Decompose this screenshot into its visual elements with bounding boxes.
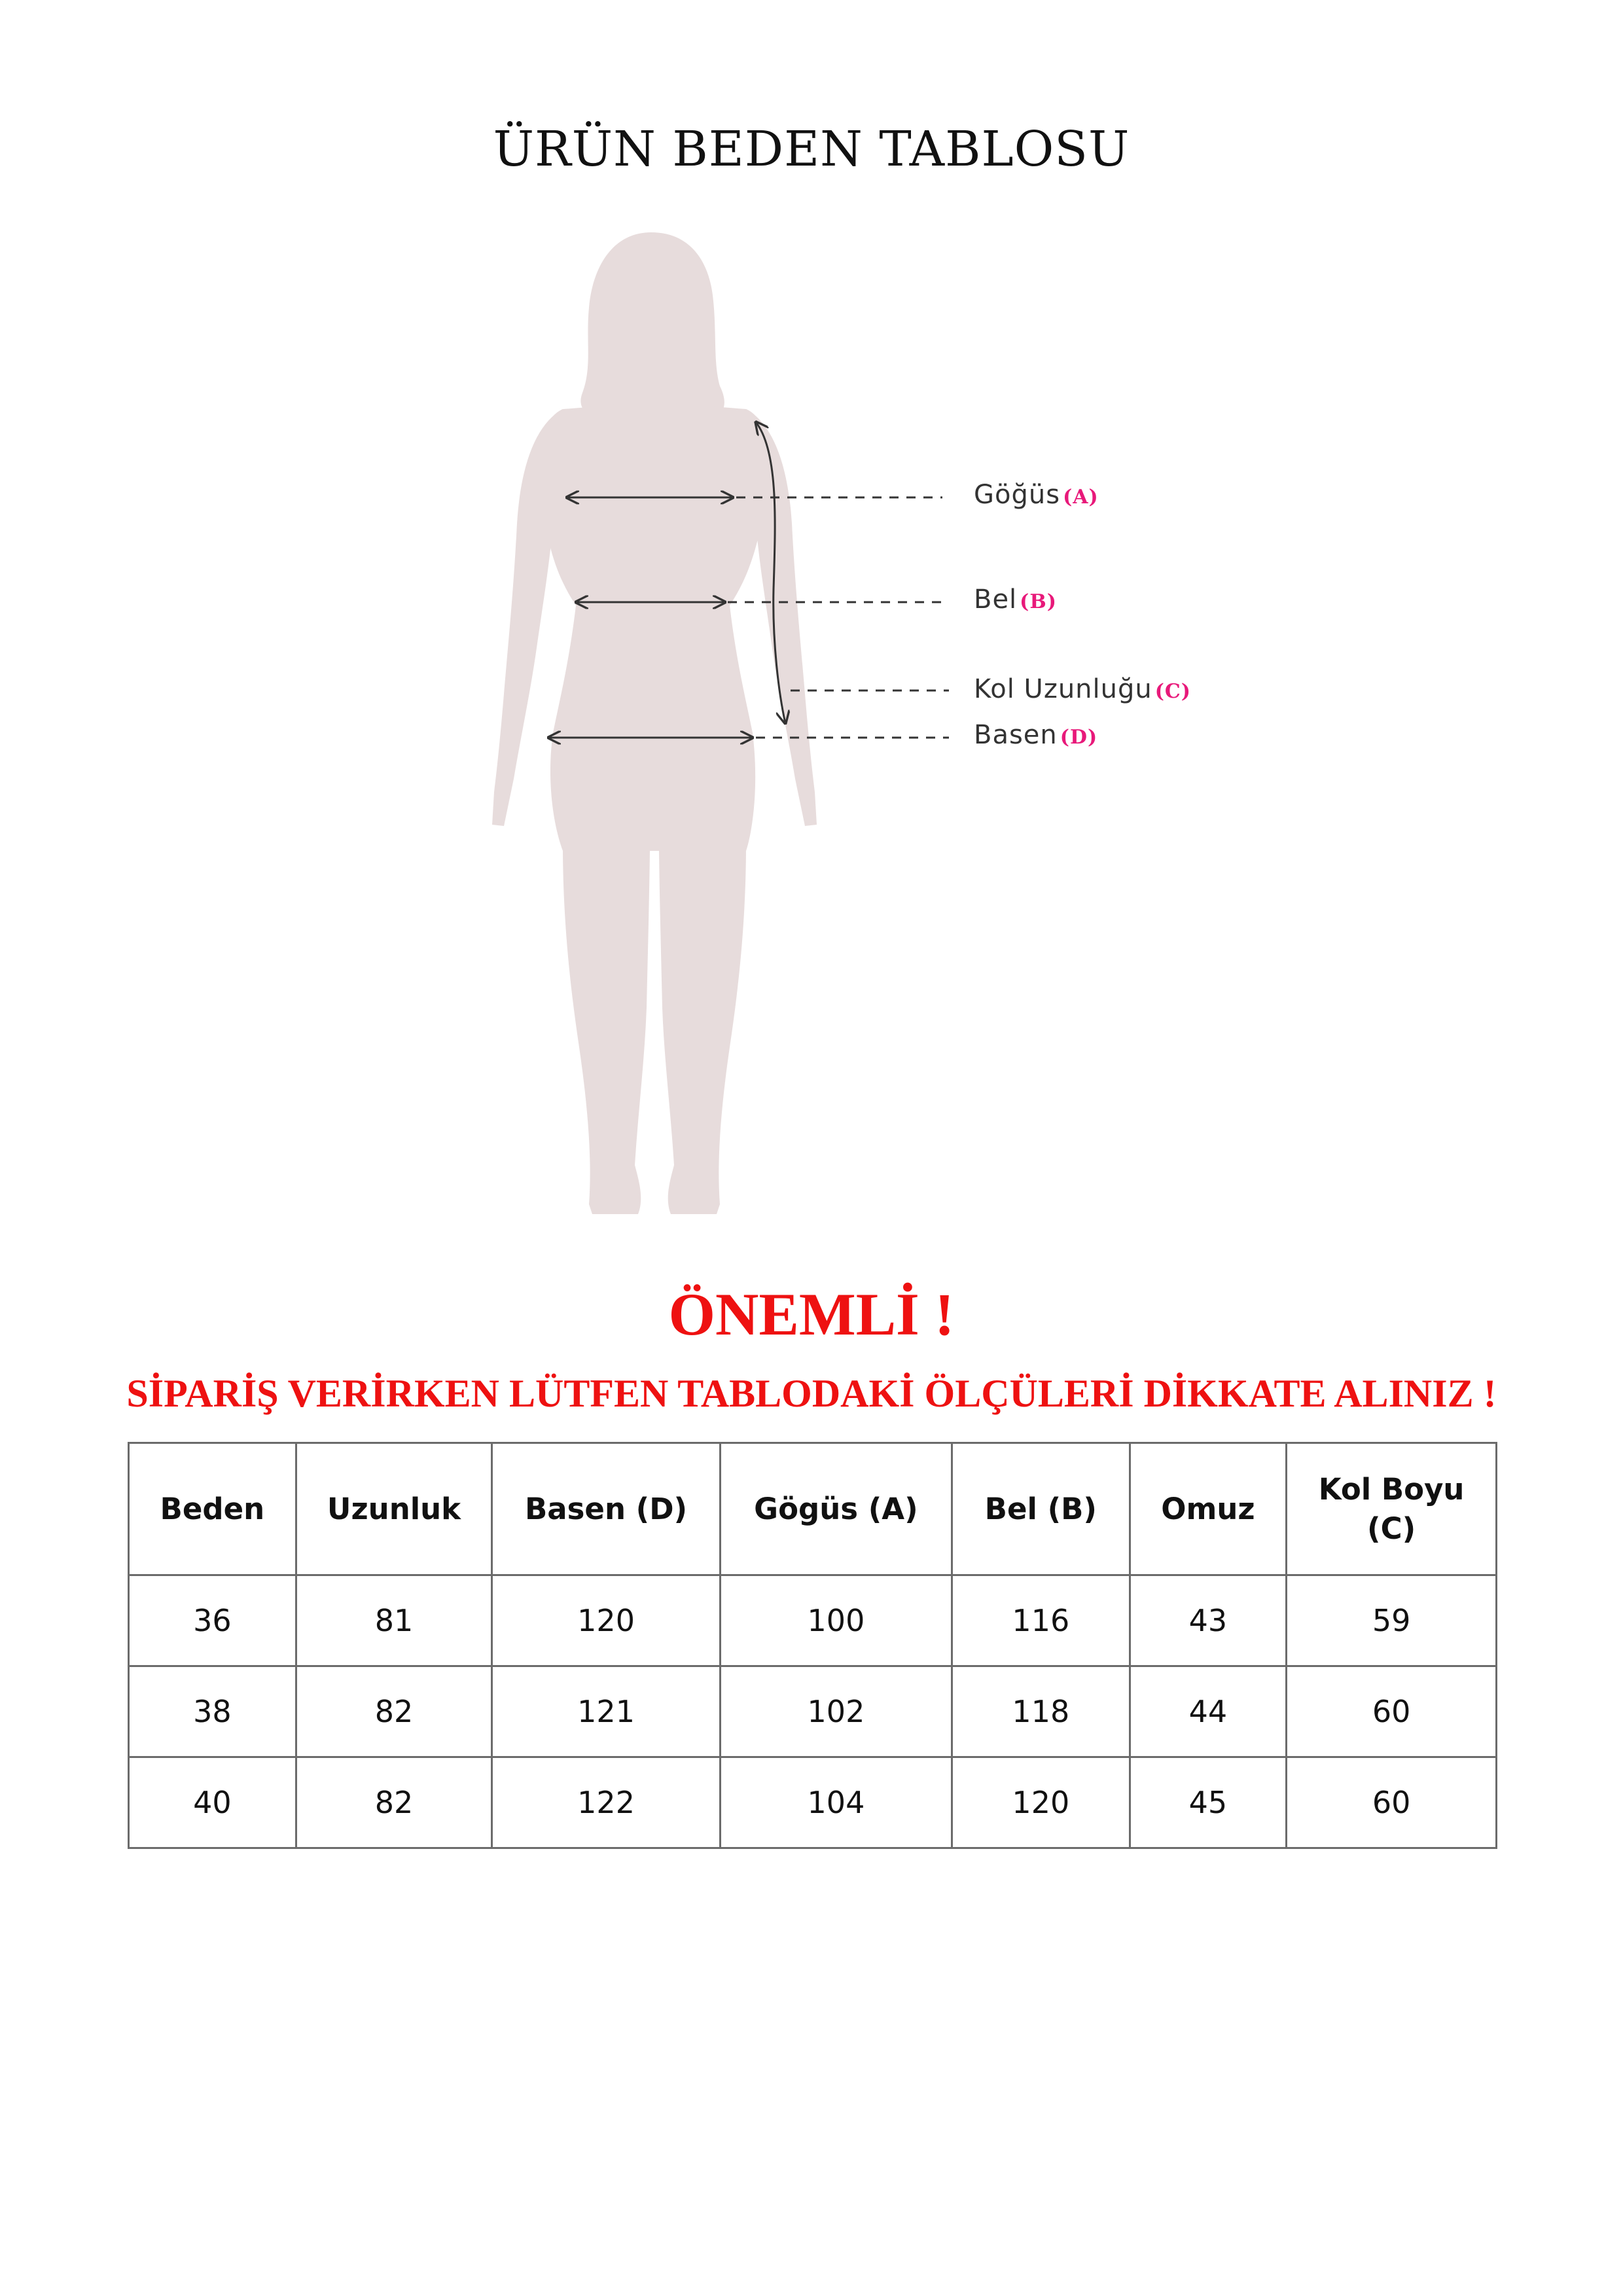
table-cell: 116: [952, 1575, 1130, 1666]
table-row: [129, 1666, 1497, 1757]
table-cell: 38: [129, 1666, 296, 1757]
chest-code: (A): [1063, 486, 1099, 509]
table-cell: 122: [492, 1757, 720, 1848]
size-table: [128, 1442, 1497, 1849]
table-cell: 59: [1287, 1575, 1497, 1666]
table-row: [129, 1575, 1497, 1666]
table-cell: 45: [1130, 1757, 1287, 1848]
header-uzunluk: Uzunluk: [296, 1443, 492, 1575]
table-cell: 120: [492, 1575, 720, 1666]
waist-label-text: Bel: [974, 584, 1018, 615]
table-cell: 82: [296, 1757, 492, 1848]
table-cell: 82: [296, 1666, 492, 1757]
table-cell: 102: [720, 1666, 952, 1757]
hip-label-text: Basen: [974, 720, 1058, 750]
hip-code: (D): [1060, 726, 1098, 749]
waist-code: (B): [1020, 590, 1057, 613]
table-cell: 121: [492, 1666, 720, 1757]
table-row: [129, 1757, 1497, 1848]
header-beden: Beden: [129, 1443, 296, 1575]
table-cell: 60: [1287, 1757, 1497, 1848]
sleeve-label-text: Kol Uzunluğu: [974, 674, 1152, 704]
header-basen: Basen (D): [492, 1443, 720, 1575]
table-cell: 81: [296, 1575, 492, 1666]
sleeve-label: [974, 674, 1191, 704]
table-cell: 43: [1130, 1575, 1287, 1666]
warning-text: SİPARİŞ VERİRKEN LÜTFEN TABLODAKİ ÖLÇÜLERİ DİKKATE ALINIZ !: [126, 1372, 1497, 1415]
page-title: ÜRÜN BEDEN TABLOSU: [493, 121, 1130, 177]
hip-label: [974, 720, 1097, 750]
important-heading: ÖNEMLİ !: [668, 1281, 955, 1348]
waist-label: [974, 584, 1057, 615]
table-cell: 120: [952, 1757, 1130, 1848]
table-cell: 44: [1130, 1666, 1287, 1757]
table-cell: 100: [720, 1575, 952, 1666]
table-cell: 104: [720, 1757, 952, 1848]
header-kol-boyu: [1287, 1443, 1497, 1575]
header-bel: Bel (B): [952, 1443, 1130, 1575]
table-cell: 60: [1287, 1666, 1497, 1757]
sleeve-code: (C): [1154, 680, 1191, 703]
header-gogus: Gögüs (A): [720, 1443, 952, 1575]
table-cell: 118: [952, 1666, 1130, 1757]
header-omuz: Omuz: [1130, 1443, 1287, 1575]
chest-label-text: Göğüs: [974, 480, 1061, 510]
table-header-row: [129, 1443, 1497, 1575]
table-cell: 40: [129, 1757, 296, 1848]
table-cell: 36: [129, 1575, 296, 1666]
chest-label: [974, 480, 1099, 510]
header-kol-boyu-text: Kol Boyu (C): [1318, 1471, 1465, 1546]
woman-silhouette: [492, 232, 817, 1214]
